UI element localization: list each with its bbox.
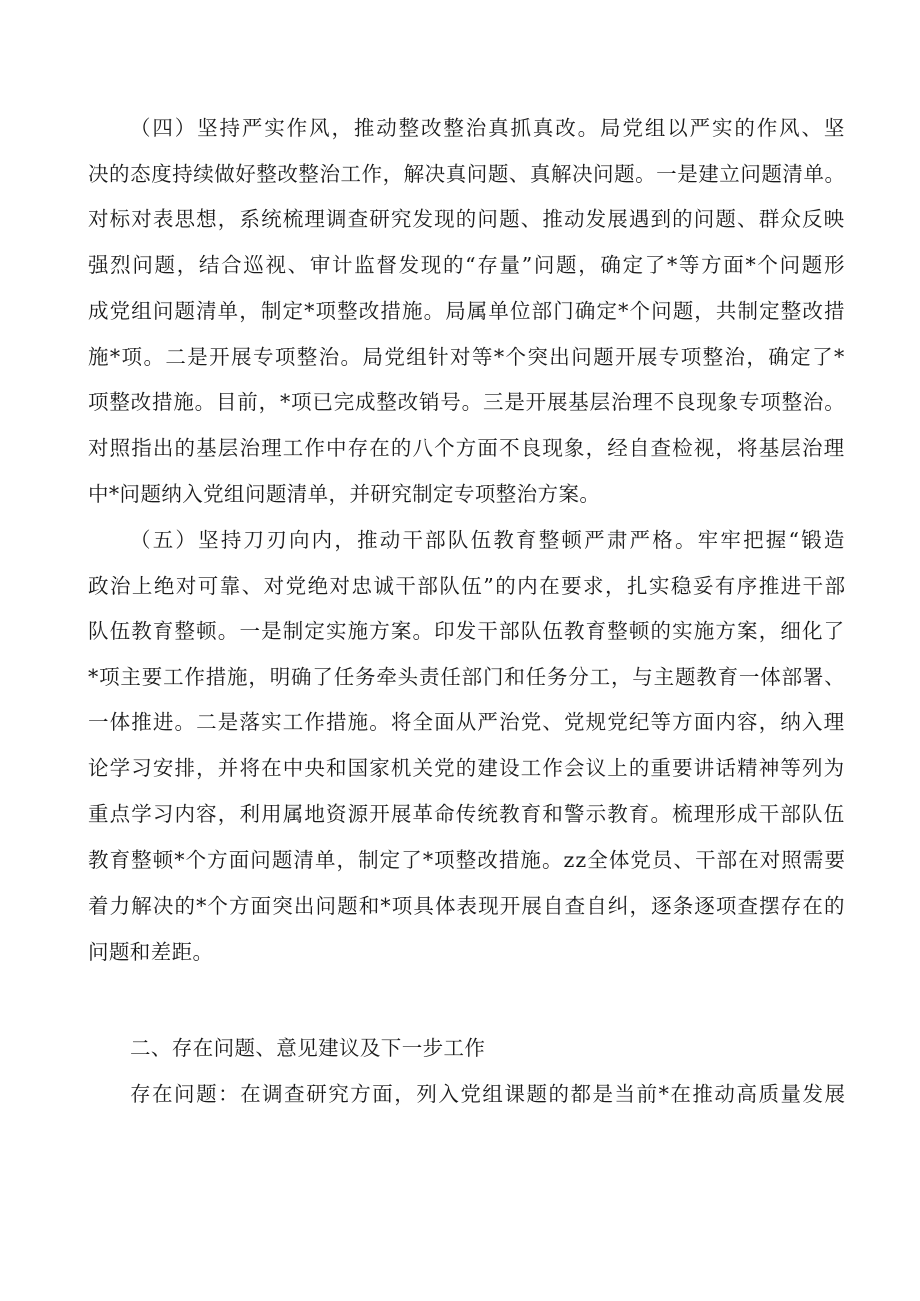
section-four-line-1: （四）坚持严实作风，推动整改整治真抓真改。局党组以严实的作风、坚 — [130, 116, 847, 140]
section-five-line-4: *项主要工作措施，明确了任务牵头责任部门和任务分工，与主题教育一体部署、 — [88, 665, 846, 689]
section-five-line-9: 着力解决的*个方面突出问题和*项具体表现开展自查自纠，逐条逐项查摆存在的 — [88, 894, 846, 918]
section-five-line-10: 问题和差距。 — [88, 940, 214, 964]
section-five-line-8: 教育整顿*个方面问题清单，制定了*项整改措施。zz全体党员、干部在对照需要 — [88, 848, 847, 872]
section-four-line-7: 项整改措施。目前，*项已完成整改销号。三是开展基层治理不良现象专项整治。 — [88, 390, 846, 414]
section-heading: 二、存在问题、意见建议及下一步工作 — [130, 1036, 486, 1060]
section-five-line-3: 队伍教育整顿。一是制定实施方案。印发干部队伍教育整顿的实施方案，细化了 — [88, 619, 846, 643]
section-four-line-3: 对标对表思想，系统梳理调查研究发现的问题、推动发展遇到的问题、群众反映 — [88, 207, 846, 231]
section-four-line-2: 决的态度持续做好整改整治工作，解决真问题、真解决问题。一是建立问题清单。 — [88, 162, 846, 186]
section-four-line-9: 中*问题纳入党组问题清单，并研究制定专项整治方案。 — [88, 482, 601, 506]
section-four-line-8: 对照指出的基层治理工作中存在的八个方面不良现象，经自查检视，将基层治理 — [88, 436, 846, 460]
section-five-line-1: （五）坚持刀刃向内，推动干部队伍教育整顿严肃严格。牢牢把握“锻造 — [130, 528, 847, 552]
section-five-line-5: 一体推进。二是落实工作措施。将全面从严治党、党规党纪等方面内容，纳入理 — [88, 710, 846, 734]
section-four-line-6: 施*项。二是开展专项整治。局党组针对等*个突出问题开展专项整治，确定了* — [88, 345, 846, 369]
section-five-line-2: 政治上绝对可靠、对党绝对忠诚干部队伍”的内在要求，扎实稳妥有序推进干部 — [88, 574, 847, 598]
section-five-line-6: 论学习安排，并将在中央和国家机关党的建设工作会议上的重要讲话精神等列为 — [88, 756, 846, 780]
section-four-line-5: 成党组问题清单，制定*项整改措施。局属单位部门确定*个问题，共制定整改措 — [88, 299, 846, 323]
problems-paragraph-line-1: 存在问题：在调查研究方面，列入党组课题的都是当前*在推动高质量发展 — [130, 1082, 847, 1106]
section-five-line-7: 重点学习内容，利用属地资源开展革命传统教育和警示教育。梳理形成干部队伍 — [88, 802, 846, 826]
section-four-line-4: 强烈问题，结合巡视、审计监督发现的“存量”问题，确定了*等方面*个问题形 — [88, 253, 847, 277]
